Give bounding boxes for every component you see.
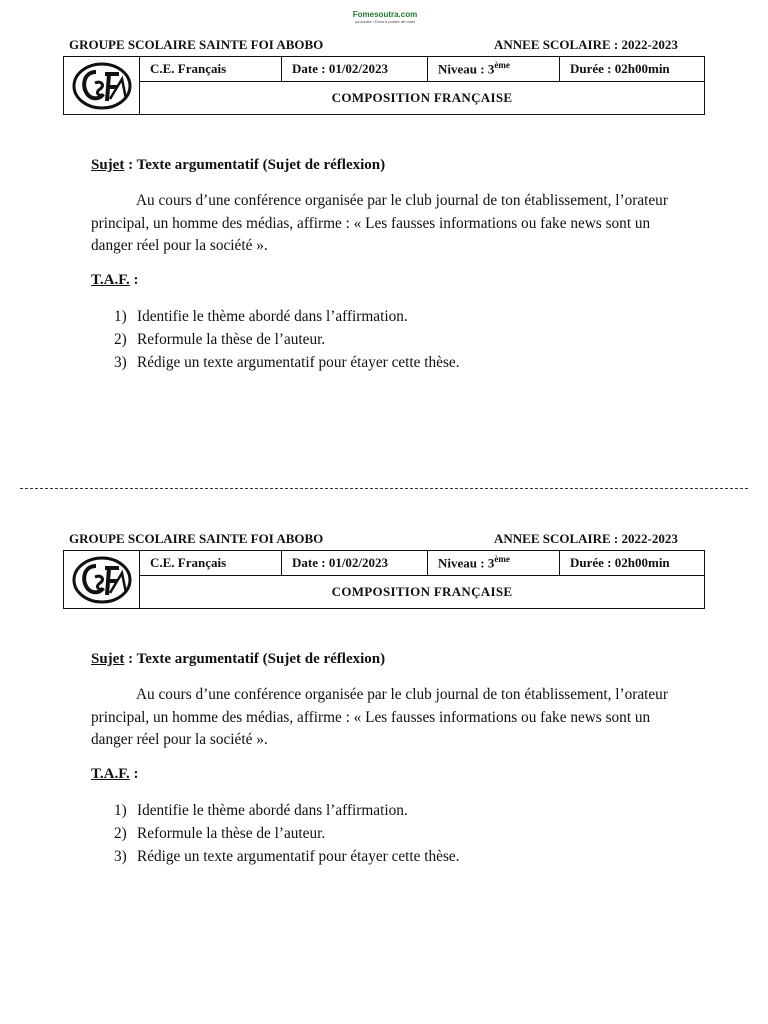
level-cell: [428, 551, 560, 576]
sujet-text: : Texte argumentatif (Sujet de réflexion): [124, 651, 386, 667]
list-item: [114, 351, 460, 374]
level-text: Niveau : 3: [438, 555, 495, 571]
level-cell: [428, 57, 560, 82]
prompt-paragraph: [91, 684, 691, 752]
exam-sheet-bottom: [0, 494, 768, 874]
task-text: Reformule la thèse de l’auteur.: [137, 825, 326, 842]
exam-header-table: [63, 56, 705, 115]
cut-line-divider: [20, 488, 748, 489]
task-number: 2): [114, 331, 127, 348]
list-item: [114, 799, 460, 822]
task-text: Identifie le thème abordé dans l’affirmation.: [137, 802, 408, 819]
taf-colon: :: [129, 272, 139, 288]
level-text: Niveau : 3: [438, 61, 495, 77]
taf-colon: :: [129, 766, 139, 782]
level-sup: ème: [494, 60, 510, 71]
list-item: [114, 305, 460, 328]
sujet-heading: [91, 157, 385, 174]
task-text: Rédige un texte argumentatif pour étayer cette thèse.: [137, 848, 460, 865]
csf-school-logo-icon: [72, 555, 132, 605]
logo-cell: [64, 57, 140, 115]
exam-title: COMPOSITION FRANÇAISE: [140, 82, 705, 115]
watermark-tagline: ça soutra ! Docs à portée de main: [354, 19, 416, 24]
prompt-text: Au cours d’une conférence organisée par le club journal de ton établissement, l’orateur principal, un homme des médias, affirme : « Les fausses informations ou fake news sont un danger réel pour la société ».: [91, 686, 668, 748]
task-list: [114, 799, 460, 868]
school-name: GROUPE SCOLAIRE SAINTE FOI ABOBO: [69, 531, 324, 546]
prompt-paragraph: [91, 190, 691, 258]
sujet-label: Sujet: [91, 651, 125, 667]
taf-label: T.A.F.: [91, 272, 130, 288]
taf-heading: [91, 766, 139, 783]
school-year: ANNEE SCOLAIRE : 2022-2023: [494, 531, 678, 546]
list-item: [114, 845, 460, 868]
taf-heading: [91, 272, 139, 289]
duration-cell: Durée : 02h00min: [560, 57, 705, 82]
date-cell: Date : 01/02/2023: [282, 551, 428, 576]
task-number: 3): [114, 848, 127, 865]
csf-school-logo-icon: [72, 61, 132, 111]
task-number: 1): [114, 308, 127, 325]
level-sup: ème: [494, 554, 510, 565]
task-number: 3): [114, 354, 127, 371]
sujet-label: Sujet: [91, 157, 125, 173]
taf-label: T.A.F.: [91, 766, 130, 782]
exam-header-table: [63, 550, 705, 609]
subject-cell: C.E. Français: [140, 57, 282, 82]
watermark-brand: Fomesoutra.com: [352, 10, 418, 19]
exam-title: COMPOSITION FRANÇAISE: [140, 576, 705, 609]
list-item: [114, 822, 460, 845]
sujet-text: : Texte argumentatif (Sujet de réflexion): [124, 157, 386, 173]
prompt-text: Au cours d’une conférence organisée par le club journal de ton établissement, l’orateur principal, un homme des médias, affirme : « Les fausses informations ou fake news sont un danger réel pour la société ».: [91, 192, 668, 254]
school-name: GROUPE SCOLAIRE SAINTE FOI ABOBO: [69, 37, 324, 52]
exam-sheet-top: [0, 0, 768, 380]
sujet-heading: [91, 651, 385, 668]
school-year: ANNEE SCOLAIRE : 2022-2023: [494, 37, 678, 52]
duration-cell: Durée : 02h00min: [560, 551, 705, 576]
date-cell: Date : 01/02/2023: [282, 57, 428, 82]
task-list: [114, 305, 460, 374]
task-text: Rédige un texte argumentatif pour étayer cette thèse.: [137, 354, 460, 371]
task-text: Identifie le thème abordé dans l’affirmation.: [137, 308, 408, 325]
task-number: 2): [114, 825, 127, 842]
logo-cell: [64, 551, 140, 609]
task-text: Reformule la thèse de l’auteur.: [137, 331, 326, 348]
subject-cell: C.E. Français: [140, 551, 282, 576]
list-item: [114, 328, 460, 351]
task-number: 1): [114, 802, 127, 819]
